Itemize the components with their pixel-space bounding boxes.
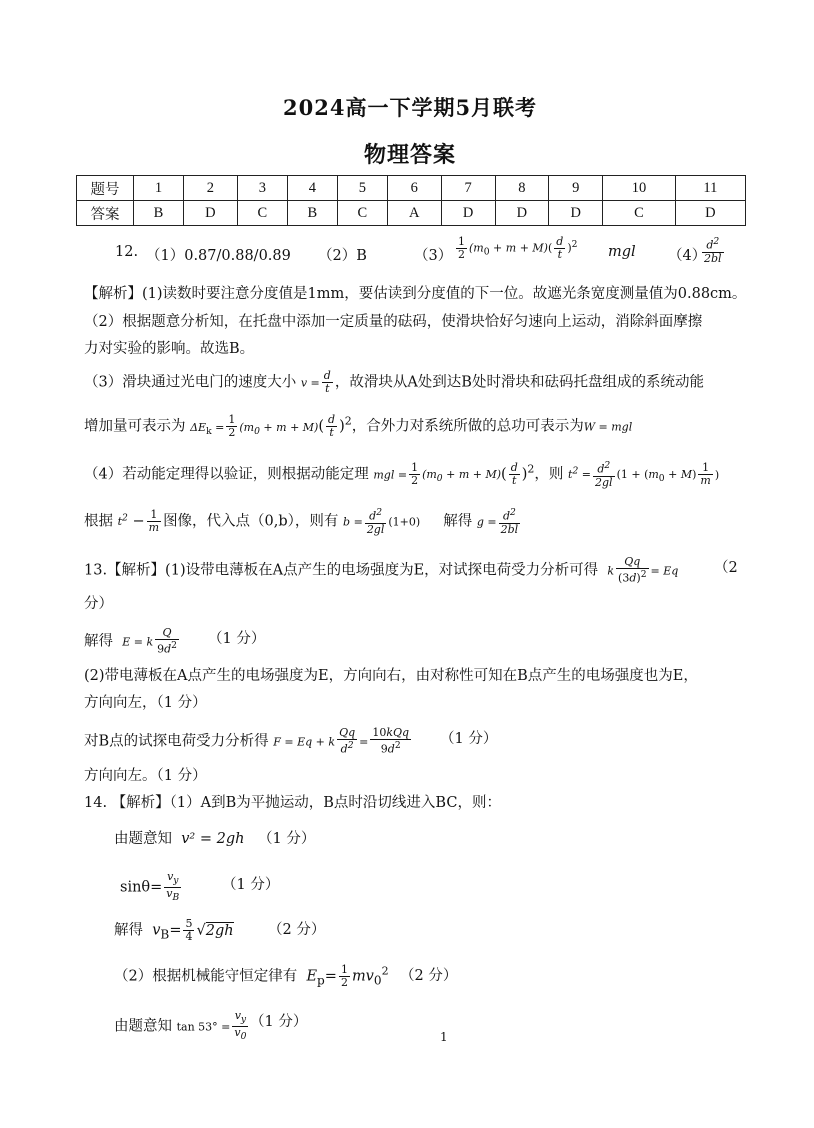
q14-line-5: （2）根据机械能守恒定律有 $E_p=$ $\frac{1}{2}$ $mv_0^2$	[114, 963, 389, 989]
q12-answer-3-label: （3）	[414, 248, 453, 264]
table-header-cell: 题号	[77, 176, 134, 201]
page-subtitle: 物理答案	[364, 142, 457, 168]
table-cell: D	[184, 201, 238, 226]
table-cell: D	[441, 201, 495, 226]
table-cell: 3	[237, 176, 287, 201]
table-cell: 10	[603, 176, 676, 201]
q14-line-3: sinθ= $\frac{v_y}{v_B}$	[120, 870, 180, 904]
table-cell: 11	[675, 176, 745, 201]
q12-analysis-6: 根据 $t^2$ − $\frac{1}{m}$ 图像，代入点（0,b），则有 b = $\frac{d^2}{2gl}$ (1+0) 解得 g = $\frac{d^2}{2bl}$	[84, 507, 519, 536]
page-title: 2024高一下学期5月联考	[283, 95, 538, 120]
q13-line-5: 方向向左，（1 分）	[84, 695, 207, 711]
table-cell: 2	[184, 176, 238, 201]
q13-line-7: 方向向左。（1 分）	[84, 768, 207, 784]
table-row	[77, 176, 746, 201]
page-number: 1	[440, 1030, 448, 1044]
q12-number: 12.	[115, 244, 139, 260]
q13-score-6: （1 分）	[440, 731, 498, 747]
table-cell: B	[287, 201, 337, 226]
table-cell: 7	[441, 176, 495, 201]
table-cell: 8	[495, 176, 549, 201]
q14-score-3: （1 分）	[222, 877, 280, 893]
q12-analysis-1: 【解析】(1)读数时要注意分度值是1mm，要估读到分度值的下一位。故遮光条宽度测量值为0.88cm。	[84, 286, 747, 302]
q13-line-4: (2)带电薄板在A点产生的电场强度为E，方向向右，由对称性可知在B点产生的电场强度也为E，	[84, 668, 698, 684]
q12-answer-4-label: （4）	[668, 248, 707, 264]
analysis-tag: 【解析】	[84, 286, 142, 302]
q14-line-2: 由题意知 v² = 2gh	[114, 831, 245, 847]
table-cell: 5	[337, 176, 387, 201]
q14-line-6: 由题意知 tan 53° = $\frac{v_y}{v_0}$	[114, 1009, 247, 1043]
q12-answer-4-formula: $\frac{d^2}{2bl}$	[704, 236, 722, 265]
answer-table	[76, 175, 746, 226]
q14-line-1: 14. 【解析】（1）A到B为平抛运动，B点时沿切线进入BC，则：	[84, 795, 501, 811]
table-row	[77, 201, 746, 226]
q14-line-4: 解得 $v_B=$ $\frac{5}{4}$ √2gh	[114, 917, 234, 943]
q12-analysis-2b: 力对实验的影响。故选B。	[84, 341, 255, 357]
q13-score-3: （1 分）	[208, 631, 266, 647]
q14-score-5: （2 分）	[400, 968, 458, 984]
table-cell: 1	[134, 176, 184, 201]
q12-analysis-2a: （2）根据题意分析知，在托盘中添加一定质量的砝码，使滑块恰好匀速向上运动，消除斜面摩擦	[84, 314, 703, 330]
q14-score-4: （2 分）	[268, 922, 326, 938]
q12-answer-3-formula: $\frac{1}{2}$ $(m_0 + m + M)$( $\frac{d}{t}$ )$^2$	[458, 235, 578, 261]
q13-line-1: 13.【解析】(1)设带电薄板在A点产生的电场强度为E，对试探电荷受力分析可得 k $\frac{Qq}{(3d)^2}$ = Eq	[84, 555, 679, 585]
q13-line-2: 分）	[84, 596, 113, 612]
table-cell: 4	[287, 176, 337, 201]
q12-answer-2: （2）B	[318, 248, 367, 264]
table-cell: C	[337, 201, 387, 226]
table-cell: D	[549, 201, 603, 226]
q14-score-6: （1 分）	[250, 1014, 308, 1030]
q13-line-3: 解得 E = k $\frac{Q}{9d^2}$	[84, 626, 177, 656]
table-cell: A	[387, 201, 441, 226]
table-cell: C	[237, 201, 287, 226]
q13-score-1: （2	[714, 560, 738, 576]
q12-analysis-3: （3）滑块通过光电门的速度大小 v = $\frac{d}{t}$ ，故滑块从A处到达B处时滑块和砝码托盘组成的系统动能	[84, 369, 704, 395]
q12-answer-3b: mgl	[608, 244, 636, 260]
q12-answer-1: （1）0.87/0.88/0.89	[146, 248, 291, 264]
q12-analysis-4: 增加量可表示为 $\Delta E_k$ = $\frac{1}{2}$ $(m_0 + m + M)$( $\frac{d}{t}$ )$^2$，合外力对系统所做的总功可表示为W = mgl	[84, 413, 633, 439]
table-cell: D	[675, 201, 745, 226]
table-cell: 6	[387, 176, 441, 201]
table-cell: C	[603, 201, 676, 226]
table-cell: B	[134, 201, 184, 226]
q12-analysis-5: （4）若动能定理得以验证，则根据动能定理 mgl = $\frac{1}{2}$ $(m_0 + m + M)$( $\frac{d}{t}$ )$^2$，则 $t^2$ = $\frac{d^2}{2gl}$ ($1 + (m_0 + M)$ $\frac{1}{m}$ )	[84, 460, 720, 489]
table-cell: 9	[549, 176, 603, 201]
q13-line-6: 对B点的试探电荷受力分析得 F = Eq + k $\frac{Qq}{d^2}$ = $\frac{\text{10kQq}}{9d^2}$	[84, 726, 410, 756]
table-header-cell: 答案	[77, 201, 134, 226]
table-cell: D	[495, 201, 549, 226]
q14-score-2: （1 分）	[258, 831, 316, 847]
